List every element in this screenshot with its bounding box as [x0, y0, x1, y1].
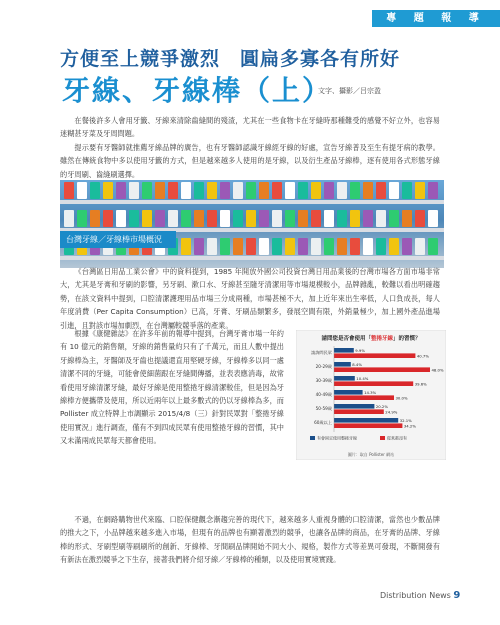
- product-package: [259, 210, 269, 227]
- product-package: [285, 182, 295, 199]
- product-package: [259, 182, 269, 199]
- chart-data-label: 14.3%: [364, 390, 377, 395]
- byline: 文字、攝影／吕宗盈: [318, 87, 381, 95]
- chart-data-label: 39.6%: [414, 381, 427, 387]
- product-package: [324, 182, 334, 199]
- survey-bar-chart: [296, 330, 446, 460]
- product-package: [324, 238, 334, 255]
- product-package: [129, 182, 139, 199]
- chart-bar: [334, 390, 363, 395]
- legend-swatch: [310, 436, 315, 440]
- product-package: [207, 238, 217, 255]
- product-package: [376, 182, 386, 199]
- product-package: [155, 210, 165, 227]
- chart-title-highlight: 整捲牙線: [370, 336, 394, 342]
- article-title-line2: 牙線、牙線棒（上）: [62, 74, 333, 107]
- product-package: [233, 210, 243, 227]
- product-package: [415, 182, 425, 199]
- paragraph-second: 提示要有牙醫師就推薦牙線品牌的廣告，也有牙醫師認識牙線經牙線的好處，宣告牙線普及至生有提牙病的教學。雖然在傳統食物中多以使用牙籤的方式，但是越來越多人使用的是牙線，以及衍生產品牙線棒，逐有使用各式形態牙線的牙周刷、齒縫刷選擇。: [60, 143, 440, 179]
- product-package: [428, 210, 438, 227]
- chart-bar: [334, 376, 355, 381]
- chart-bar: [334, 348, 354, 353]
- product-package: [233, 238, 243, 255]
- product-package: [402, 182, 412, 199]
- chart-data-label: 24.9%: [385, 409, 398, 415]
- chart-source: 圖片：取自 Pollister 網站: [347, 452, 395, 457]
- chart-bar: [334, 423, 402, 428]
- product-package: [246, 210, 256, 227]
- page-number: 9: [453, 590, 461, 601]
- chart-bar: [334, 353, 415, 358]
- product-package: [298, 238, 308, 255]
- product-package: [259, 238, 269, 255]
- chart-category-label: 60歲以上: [314, 420, 332, 426]
- photo-caption: 台灣牙線／牙線棒市場概況: [60, 231, 176, 248]
- product-package: [337, 238, 347, 255]
- product-package: [298, 210, 308, 227]
- chart-data-label: 20.2%: [375, 404, 388, 409]
- chart-bar: [334, 409, 384, 414]
- product-package: [64, 182, 74, 199]
- chart-bar: [334, 404, 374, 409]
- product-package: [181, 210, 191, 227]
- product-package: [77, 182, 87, 199]
- product-package: [337, 210, 347, 227]
- chart-data-label: 34.2%: [403, 423, 416, 429]
- chart-category-label: 40-49歲: [315, 392, 332, 398]
- product-package: [168, 182, 178, 199]
- paragraph-survey: 根據《康健雜誌》在許多年前的報導中提到，台灣牙膏市場一年約有 10 億元的銷售額，牙線的銷售量約只有了千萬元，而且人數中提出牙線棒為主，牙醫師及牙齒也提議還直用堅硬牙線，牙線棒多以同一處清潔不同的牙縫，可能會使細菌跟在牙縫間傳播，並表表應消毒，故常看使用牙線清潔牙縫，最好牙線是使用整捲牙線清潔較佳，但是因為牙線棒方便攜帶及使用，所以近兩年以上最多數式的仍以牙線棒為多，而 Pollister 成立特牌上市調顯示 2015/4/8（三）針對民眾對「整捲牙線使用實況」進行調查，僅有不到四成民眾有使用整捲牙線的習慣，其中又未滿兩成民眾每天都會使用。: [60, 329, 284, 446]
- product-package: [285, 210, 295, 227]
- paragraph-intro: 在餐後許多人會用牙籤、牙線來清除齒縫間的殘渣，尤其在一些食物卡在牙縫時那種難受的感覺不好立外，也容易迷糊甚牙菜及牙周問題。: [60, 116, 440, 139]
- product-package: [363, 210, 373, 227]
- product-package: [389, 210, 399, 227]
- product-package: [246, 238, 256, 255]
- product-package: [142, 210, 152, 227]
- section-tag: 專 題 報 導: [372, 10, 500, 27]
- product-package: [285, 238, 295, 255]
- chart-title: [321, 334, 420, 342]
- legend-swatch: [380, 436, 385, 440]
- product-package: [337, 182, 347, 199]
- chart-title-prefix: 請問您是否會使用「: [321, 336, 371, 342]
- chart-category-label: 20-29歲: [315, 364, 332, 370]
- product-package: [428, 238, 438, 255]
- chart-data-label: 48.0%: [431, 367, 444, 373]
- chart-data-label: 32.1%: [399, 418, 412, 423]
- product-package: [272, 238, 282, 255]
- product-package: [415, 210, 425, 227]
- chart-bar: [334, 418, 398, 423]
- product-package: [233, 182, 243, 199]
- chart-bar: [334, 381, 413, 386]
- product-package: [311, 182, 321, 199]
- product-package: [350, 238, 360, 255]
- product-package: [415, 238, 425, 255]
- chart-bar: [334, 367, 430, 372]
- product-package: [181, 238, 191, 255]
- product-package: [90, 182, 100, 199]
- product-package: [142, 182, 152, 199]
- product-package: [103, 210, 113, 227]
- product-package: [324, 210, 334, 227]
- publication-name: Distribution News: [380, 591, 451, 600]
- product-package: [64, 210, 74, 227]
- chart-category-label: 30-39歲: [315, 378, 332, 384]
- product-package: [77, 210, 87, 227]
- product-package: [363, 182, 373, 199]
- product-package: [194, 210, 204, 227]
- product-package: [155, 182, 165, 199]
- paragraph-conclusion: 不過，在網路購物世代來臨、口腔保健觀念漸趨完善的現代下，越來越多人重視身體的口腔清潔，當然也少數品牌的推大之下，小品牌越來越多進入市場，但現有的品牌也有顯著激烈的競爭，也讓各品牌的商品，在牙膏的品牌、牙線棒的形式、牙刷型刷等刷刷所的創新、牙線棒、牙間刷品牌開始不同大小、規格，製作方式等差異可發現，不斷開發有有新法在激烈競爭之下生存，接著我們將介紹牙線／牙線棒的種類，以及使用實境實踐。: [60, 515, 440, 565]
- product-package: [389, 182, 399, 199]
- product-package: [402, 210, 412, 227]
- product-package: [428, 182, 438, 199]
- chart-data-label: 10.4%: [356, 376, 369, 381]
- product-package: [168, 210, 178, 227]
- product-package: [272, 182, 282, 199]
- product-package: [376, 238, 386, 255]
- page-footer: [380, 590, 460, 601]
- product-package: [116, 182, 126, 199]
- chart-category-label: 50-59歲: [315, 406, 332, 412]
- product-package: [194, 182, 204, 199]
- chart-data-label: 30.0%: [395, 395, 408, 401]
- product-package: [376, 210, 386, 227]
- product-package: [350, 210, 360, 227]
- chart-data-label: 9.9%: [355, 348, 365, 353]
- product-package: [207, 210, 217, 227]
- product-package: [389, 238, 399, 255]
- paragraph-market-data: 《台灣區日用品工業公會》中的資料提到，1985 年開放外國公司投資台灣日用品業後的台灣市場各方面市場非常大，尤其是牙膏和牙刷的影響，另牙刷、漱口水、牙線甚至隨牙清潔用等市場規模較小，品牌雜亂，較難以看出明確趨勢，在該文資料中提到，口腔清潔護理用品市場三分成兩種，市場甚極不大，加上近年來出生率低，人口負成長，每人年度消費（Per Capita Consumption）已高，牙膏、牙刷品類繁多，發展空間有限，外銷量極少，加上國外產品進場引進，且對該市場加劇烈，在台灣屬較競爭落的產業。: [60, 267, 440, 330]
- chart-title-suffix: 」的習慣？: [393, 336, 421, 342]
- product-package: [246, 182, 256, 199]
- product-package: [220, 182, 230, 199]
- product-package: [220, 238, 230, 255]
- product-package: [298, 182, 308, 199]
- product-package: [181, 182, 191, 199]
- product-package: [129, 210, 139, 227]
- chart-category-label: 請詢問民眾: [311, 350, 332, 356]
- chart-bar: [334, 362, 351, 367]
- chart-data-label: 8.4%: [352, 362, 362, 367]
- product-package: [363, 238, 373, 255]
- chart-data-label: 40.7%: [416, 353, 429, 359]
- product-package: [116, 210, 126, 227]
- store-shelf-photo: [60, 180, 444, 268]
- product-package: [402, 238, 412, 255]
- product-package: [272, 210, 282, 227]
- product-package: [311, 238, 321, 255]
- article-title-line1: 方便至上競爭激烈 圓扁多寡各有所好: [60, 48, 401, 70]
- product-package: [194, 238, 204, 255]
- product-package: [90, 210, 100, 227]
- product-package: [350, 182, 360, 199]
- product-package: [103, 182, 113, 199]
- chart-bar: [334, 395, 394, 400]
- legend-label: 有會固定使用整捲牙線: [317, 435, 357, 441]
- product-package: [207, 182, 217, 199]
- legend-label: 從來都沒有: [387, 435, 407, 441]
- product-package: [311, 210, 321, 227]
- product-package: [220, 210, 230, 227]
